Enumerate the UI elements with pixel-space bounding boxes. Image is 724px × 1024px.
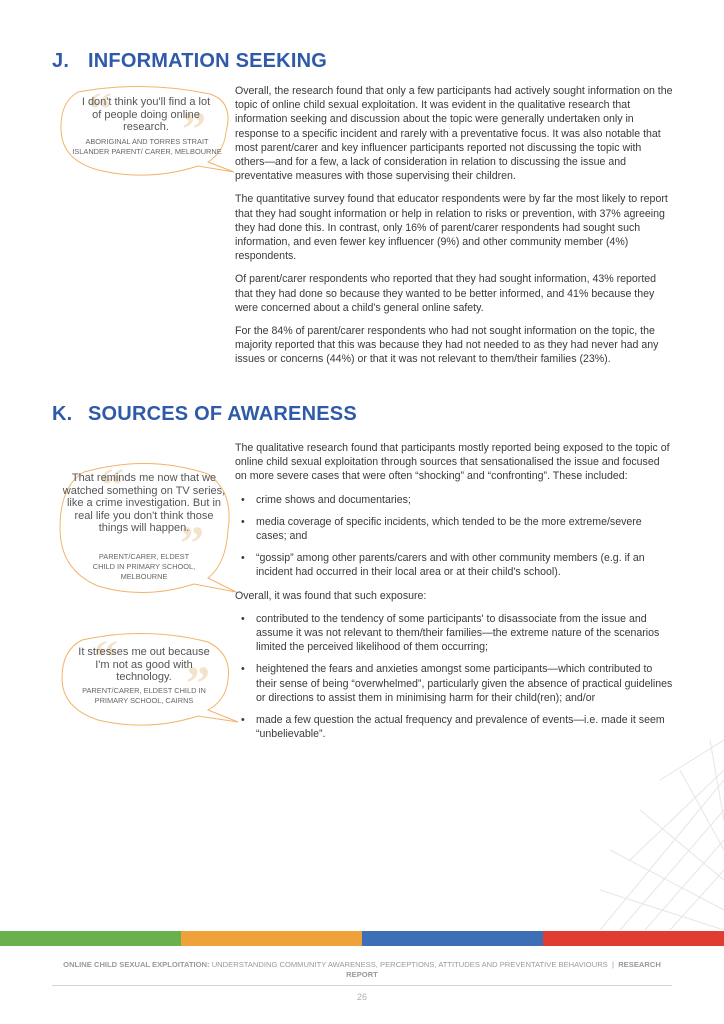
color-bar-segment (181, 931, 362, 946)
quote-text: It stresses me out because I'm not as good with technology. (78, 646, 210, 684)
open-quote-icon: “ (88, 83, 112, 136)
section-heading-sources-of-awareness (52, 403, 357, 426)
quote-attribution: PARENT/CARER, ELDEST CHILD IN PRIMARY SCHOOL, CAIRNS (82, 686, 206, 705)
footer-title: ONLINE CHILD SEXUAL EXPLOITATION: (63, 960, 210, 969)
paragraph: Of parent/carer respondents who reported that they had sought information, 43% reported that they had done so because they wanted to be better informed, and 41% because they were concerned about a child's general online safety. (235, 273, 657, 314)
quote-attribution: ABORIGINAL AND TORRES STRAIT ISLANDER PARENT/ CARER, MELBOURNE (72, 137, 222, 156)
list-item: • crime shows and documentaries; (235, 493, 673, 507)
list-item: • heightened the fears and anxieties amongst some participants—which contributed to their sense of being “overwhelmed”, particularly given the absence of practical guidelines or directions to assist them in minimising harm for their child(ren); and/or (235, 662, 673, 705)
pull-quote-bubble (58, 458, 230, 598)
section-body-information-seeking (235, 84, 673, 376)
footer-separator: | (611, 960, 614, 969)
decorative-line-pattern (600, 740, 724, 930)
bullet-list (235, 612, 673, 742)
footer-divider (52, 985, 672, 986)
running-footer (60, 960, 664, 980)
list-item: • media coverage of specific incidents, which tended to be the more extreme/severe cases; and (235, 515, 673, 543)
footer-color-bar (0, 931, 724, 946)
section-letter: J. (52, 50, 70, 72)
close-quote-icon: ” (180, 517, 204, 570)
quote-text: I don't think you'll find a lot of people doing online research. (81, 96, 211, 134)
quote-text: That reminds me now that we watched something on TV series, like a crime investigation. But in real life you don't think those things will happen. (62, 472, 226, 535)
list-item: • contributed to the tendency of some participants' to disassociate from the issue and assume it was not relevant to them/their families—the extreme nature of the scenarios limited the perceived likelihood of them occurring; (235, 612, 673, 655)
color-bar-segment (543, 931, 724, 946)
close-quote-icon: ” (182, 103, 206, 156)
section-title: INFORMATION SEEKING (88, 50, 327, 72)
list-item: • made a few question the actual frequency and prevalence of events—i.e. made it seem “unbelievable”. (235, 713, 673, 741)
open-quote-icon: “ (94, 631, 118, 684)
paragraph: Overall, it was found that such exposure: (235, 589, 427, 602)
close-quote-icon: ” (186, 657, 210, 710)
color-bar-segment (0, 931, 181, 946)
footer-report-label: RESEARCH REPORT (346, 960, 661, 979)
open-quote-icon: “ (100, 459, 124, 512)
section-body-sources-of-awareness (235, 441, 673, 750)
section-heading-information-seeking (52, 50, 327, 73)
bullet-list (235, 493, 673, 580)
color-bar-segment (362, 931, 543, 946)
paragraph: The quantitative survey found that educator respondents were by far the most likely to report that they had sought information or help in relation to risks or prevention, with 37% agreeing they had done this. In contrast, only 16% of parent/carer respondents had sought such information, and even fewer key influencer (9%) and other community member (4%) respondents. (235, 193, 668, 263)
section-letter: K. (52, 403, 73, 425)
list-item: • “gossip” among other parents/carers and with other community members (e.g. if an incident had occurred in their local area or at their child's school). (235, 551, 673, 579)
paragraph: For the 84% of parent/carer respondents who had not sought information on the topic, the majority reported that this was because they had not needed to as they had never had any issues or concerns (44%) or that it was not relevant to them/their families (23%). (235, 325, 659, 366)
pull-quote-bubble (58, 630, 230, 730)
page-number: 26 (356, 992, 367, 1002)
pull-quote-bubble (58, 82, 230, 178)
section-title: SOURCES OF AWARENESS (88, 403, 357, 425)
paragraph: The qualitative research found that participants mostly reported being exposed to the topic of online child sexual exploitation through sources that sensationalised the issue and focused on more severe cases that were often “shocking” and “confronting”. These included: (235, 442, 670, 483)
paragraph: Overall, the research found that only a few participants had actively sought information on the topic of online child sexual exploitation. It was evident in the qualitative research that information seeking and discussion about the topic were generally undertaken only in response to a specific incident and rarely with a preventative focus. It was also notable that most parent/carer and key influencer participants reported not discussing the topic with others—and for a few, a lack of consideration in relation to discussing the issue and preventative measures with those supervising their children. (235, 85, 673, 183)
quote-attribution: PARENT/CARER, ELDEST CHILD IN PRIMARY SCHOOL, MELBOURNE (92, 552, 196, 581)
footer-subtitle: UNDERSTANDING COMMUNITY AWARENESS, PERCEPTIONS, ATTITUDES AND PREVENTATIVE BEHAVIOURS (211, 960, 608, 969)
